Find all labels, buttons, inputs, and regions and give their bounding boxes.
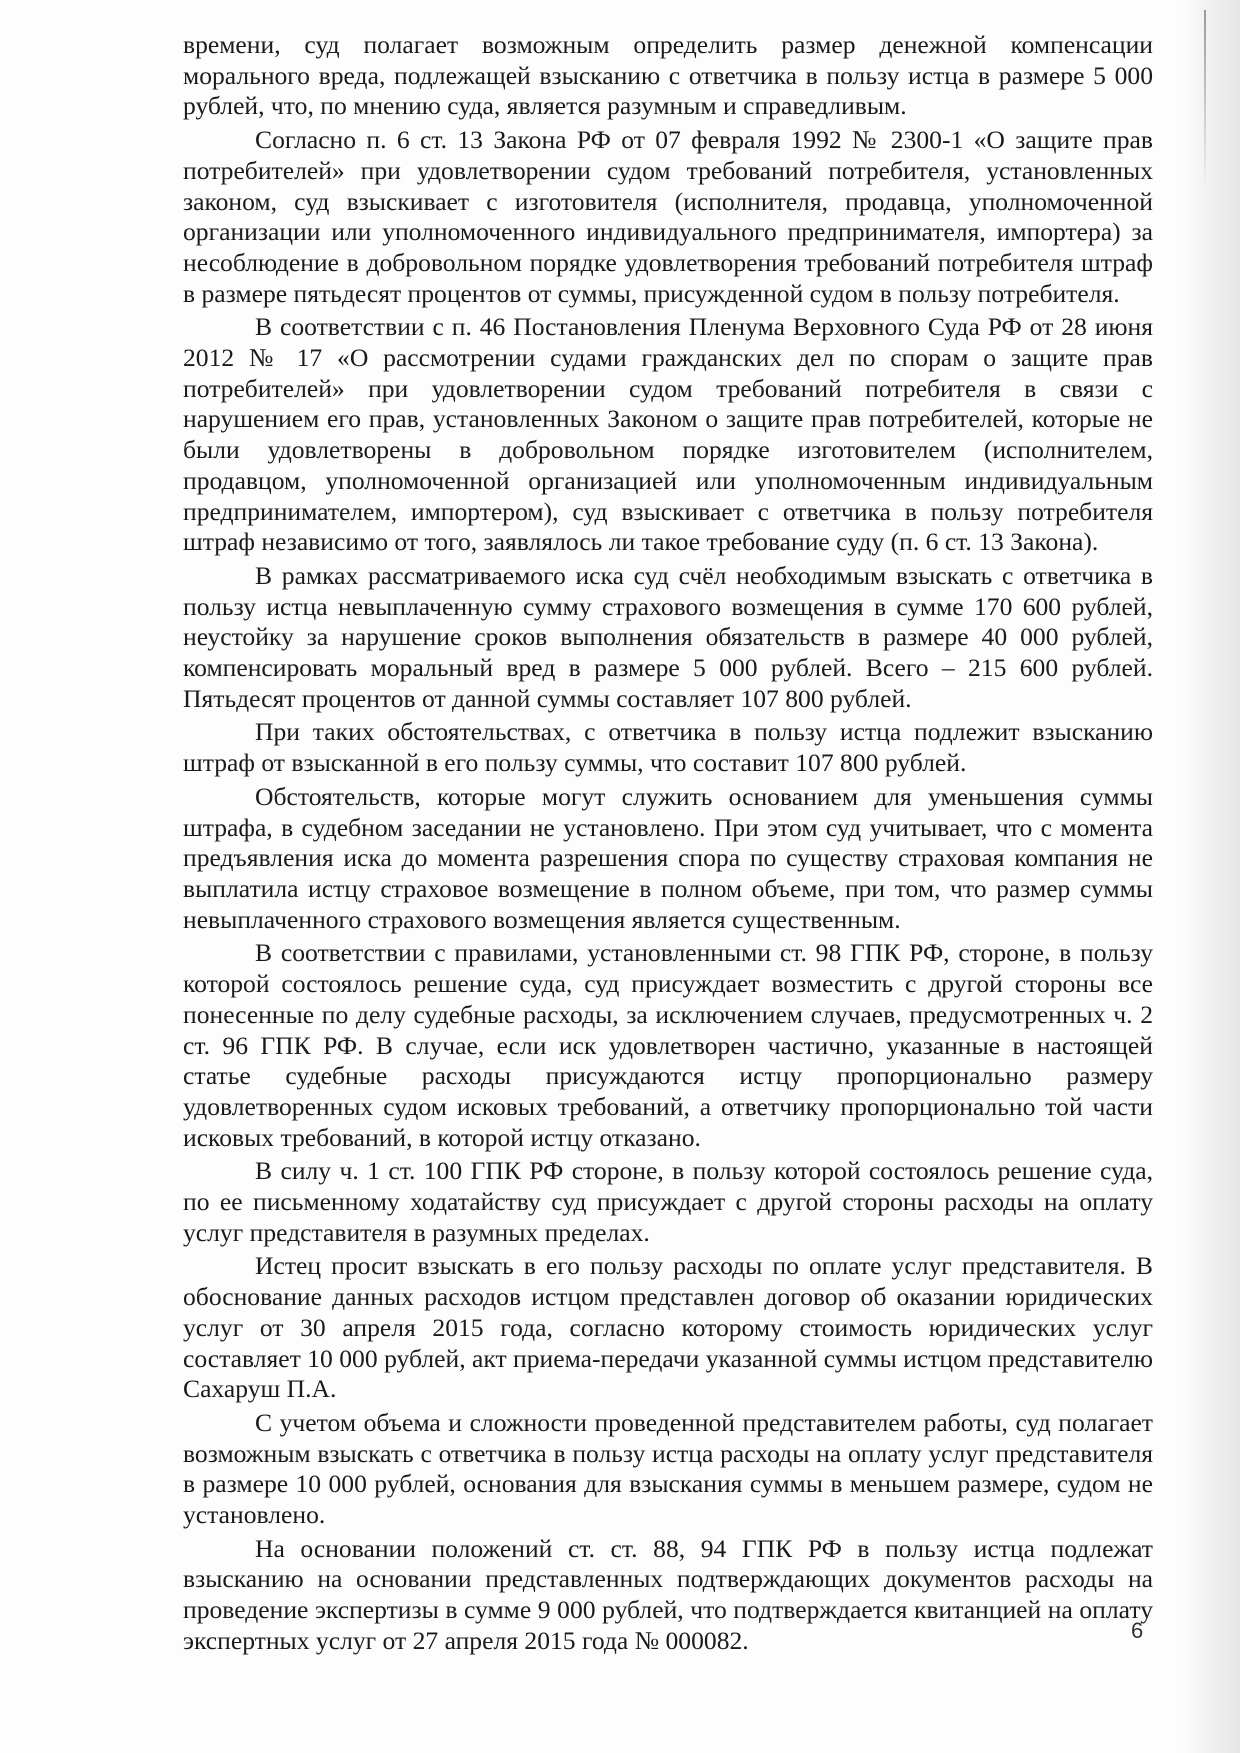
paragraph: При таких обстоятельствах, с ответчика в пользу истца подлежит взысканию штраф от взысканной в его пользу суммы, что составит 107 800 рублей.	[183, 717, 1153, 778]
paragraph: В рамках рассматриваемого иска суд счёл необходимым взыскать с ответчика в пользу истца невыплаченную сумму страхового возмещения в сумме 170 600 рублей, неустойку за нарушение сроков выполнения обязательств в размере 40 000 рублей, компенсировать моральный вред в размере 5 000 рублей. Всего – 215 600 рублей. Пятьдесят процентов от данной суммы составляет 107 800 рублей.	[183, 560, 1153, 713]
page-fold-shadow	[1180, 0, 1240, 1753]
page-fold-line	[1204, 10, 1206, 190]
paragraph: В силу ч. 1 ст. 100 ГПК РФ стороне, в пользу которой состоялось решение суда, по ее письменному ходатайству суд присуждает с другой стороны расходы на оплату услуг представителя в разумных пределах.	[183, 1156, 1153, 1247]
paragraph: С учетом объема и сложности проведенной представителем работы, суд полагает возможным взыскать с ответчика в пользу истца расходы на оплату услуг представителя в размере 10 000 рублей, основания для взыскания суммы в меньшем размере, судом не установлено.	[183, 1407, 1153, 1530]
paragraph: Согласно п. 6 ст. 13 Закона РФ от 07 февраля 1992 № 2300-1 «О защите прав потребителей» при удовлетворении судом требований потребителя, установленных законом, суд взыскивает с изготовителя (исполнителя, продавца, уполномоченной организации или уполномоченного индивидуального предпринимателя, импортера) за несоблюдение в добровольном порядке удовлетворения требований потребителя штраф в размере пятьдесят процентов от суммы, присужденной судом в пользу потребителя.	[183, 125, 1153, 308]
paragraph: Истец просит взыскать в его пользу расходы по оплате услуг представителя. В обоснование данных расходов истцом представлен договор об оказании юридических услуг от 30 апреля 2015 года, согласно которому стоимость юридических услуг составляет 10 000 рублей, акт приема-передачи указанной суммы истцом представителю Сахаруш П.А.	[183, 1251, 1153, 1404]
paragraph: В соответствии с п. 46 Постановления Пленума Верховного Суда РФ от 28 июня 2012 № 17 «О рассмотрении судами гражданских дел по спорам о защите прав потребителей» при удовлетворении судом требований потребителя в связи с нарушением его прав, установленных Законом о защите прав потребителей, которые не были удовлетворены в добровольном порядке изготовителем (исполнителем, продавцом, уполномоченной организацией или уполномоченным индивидуальным предпринимателем, импортером), суд взыскивает с ответчика в пользу потребителя штраф независимо от того, заявлялось ли такое требование суду (п. 6 ст. 13 Закона).	[183, 312, 1153, 557]
paragraph: Обстоятельств, которые могут служить основанием для уменьшения суммы штрафа, в судебном заседании не установлено. При этом суд учитывает, что с момента предъявления иска до момента разрешения спора по существу страховая компания не выплатила истцу страховое возмещение в полном объеме, при том, что размер суммы невыплаченного страхового возмещения является существенным.	[183, 781, 1153, 934]
paragraph: В соответствии с правилами, установленными ст. 98 ГПК РФ, стороне, в пользу которой состоялось решение суда, суд присуждает возместить с другой стороны все понесенные по делу судебные расходы, за исключением случаев, предусмотренных ч. 2 ст. 96 ГПК РФ. В случае, если иск удовлетворен частично, указанные в настоящей статье судебные расходы присуждаются истцу пропорционально размеру удовлетворенных судом исковых требований, а ответчику пропорционально той части исковых требований, в которой истцу отказано.	[183, 938, 1153, 1152]
paragraph: На основании положений ст. ст. 88, 94 ГПК РФ в пользу истца подлежат взысканию на основании представленных подтверждающих документов расходы на проведение экспертизы в сумме 9 000 рублей, что подтверждается квитанцией на оплату экспертных услуг от 27 апреля 2015 года № 000082.	[183, 1533, 1153, 1655]
page-number: 6	[1131, 1618, 1144, 1643]
paragraph-continuation: времени, суд полагает возможным определить размер денежной компенсации морального вреда, подлежащей взысканию с ответчика в пользу истца в размере 5 000 рублей, что, по мнению суда, является разумным и справедливым.	[183, 30, 1153, 121]
document-body	[183, 30, 1153, 1660]
